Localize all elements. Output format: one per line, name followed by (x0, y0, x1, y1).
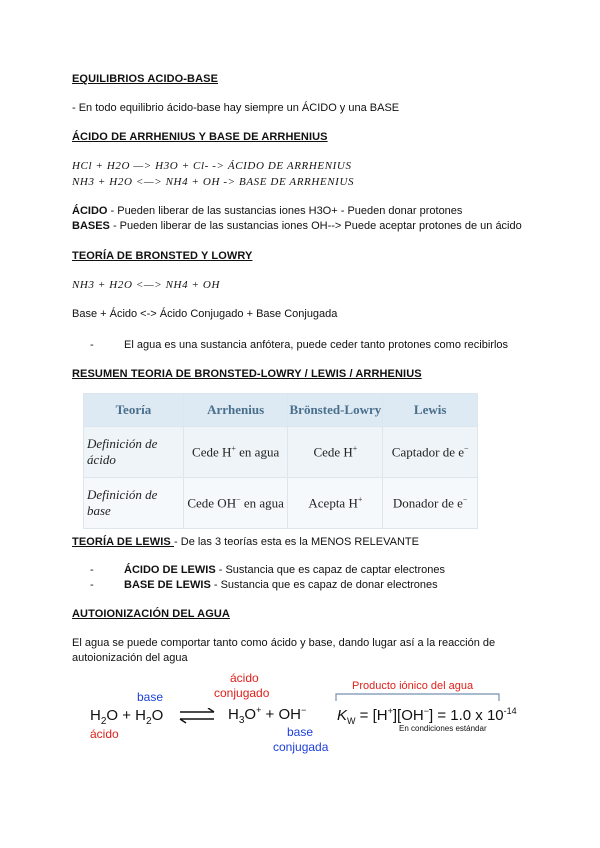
label-producto-ionico: Producto iónico del agua (352, 680, 474, 692)
cell-lewis-acido: Captador de e− (383, 427, 478, 478)
row-label-base: Definición de base (84, 478, 184, 529)
equation-hcl: HCl + H2O —> H3O + Cl- -> ÁCIDO DE ARRHENIUS (72, 160, 352, 172)
acido-def: - Pueden liberar de las sustancias iones H3O+ - Pueden donar protones (107, 205, 463, 217)
cell-arrhenius-acido: Cede H+ en agua (183, 427, 288, 478)
bullet-mark: - (90, 339, 94, 351)
label-acido-conjugado-1: ácido (230, 671, 259, 685)
intro-line: - En todo equilibrio ácido-base hay siempre un ÁCIDO y una BASE (72, 102, 400, 114)
acido-term: ÁCIDO (72, 205, 108, 217)
acido-definition (72, 205, 462, 217)
theories-table (83, 393, 478, 529)
label-acido-conjugado-2: conjugado (214, 686, 270, 700)
cell-bronsted-base: Acepta H+ (288, 478, 383, 529)
cell-arrhenius-base: Cede OH− en agua (183, 478, 288, 529)
list-item: - ÁCIDO DE LEWIS - Sustancia que es capaz de captar electrones (90, 564, 445, 576)
table-row (84, 427, 478, 478)
lewis-heading-line (72, 536, 419, 548)
kw-expression: $K_W = [H^+][OH^-] = 1.0$ x $10^{-14}$ (337, 706, 517, 726)
label-base-conjugada-1: base (287, 725, 314, 739)
header-lewis: Lewis (383, 394, 478, 427)
reactants: $H_2O + H_2O$ (90, 707, 164, 727)
cell-lewis-base: Donador de e− (383, 478, 478, 529)
bracket-icon (335, 688, 500, 702)
autoionizacion-line1: El agua se puede comportar tanto como ácido y base, dando lugar así a la reacción de (72, 637, 496, 649)
bases-term: BASES (72, 220, 110, 232)
label-base-conjugada-2: conjugada (273, 740, 329, 754)
header-arrhenius: Arrhenius (183, 394, 288, 427)
table-row (84, 478, 478, 529)
equilibrium-arrows-icon (178, 708, 216, 724)
row-label-acido: Definición de ácido (84, 427, 184, 478)
bases-definition (72, 220, 522, 232)
label-acido-bottom: ácido (90, 727, 119, 741)
title-lewis: TEORÍA DE LEWIS (72, 536, 175, 548)
conjugate-line: Base + Ácido <-> Ácido Conjugado + Base Conjugada (72, 308, 338, 320)
title-arrhenius: ÁCIDO DE ARRHENIUS Y BASE DE ARRHENIUS (72, 131, 328, 143)
equation-bronsted: NH3 + H2O <—> NH4 + OH (72, 279, 221, 291)
label-condiciones: En condiciones estándar (399, 724, 487, 733)
title-equilibrios: EQUILIBRIOS ACIDO-BASE (72, 73, 219, 85)
header-teoria: Teoría (84, 394, 184, 427)
bullet-anfotera (90, 339, 508, 351)
title-bronsted: TEORÍA DE BRONSTED Y LOWRY (72, 250, 253, 262)
list-item: - BASE DE LEWIS - Sustancia que es capaz de donar electrones (90, 579, 438, 591)
title-autoionizacion: AUTOIONIZACIÓN DEL AGUA (72, 608, 230, 620)
bullet-text: El agua es una sustancia anfótera, puede ceder tanto protones como recibirlos (124, 339, 509, 351)
cell-bronsted-acido: Cede H+ (288, 427, 383, 478)
header-bronsted: Brönsted-Lowry (288, 394, 383, 427)
label-base-top: base (137, 690, 164, 704)
title-resumen: RESUMEN TEORIA DE BRONSTED-LOWRY / LEWIS / ARRHENIUS (72, 368, 422, 380)
equation-nh3: NH3 + H2O <—> NH4 + OH -> BASE DE ARRHENIUS (72, 176, 355, 188)
autoionizacion-line2: autoionización del agua (72, 652, 188, 664)
products: $H_3O^+ + OH^-$ (228, 705, 307, 726)
table-header-row (84, 394, 478, 427)
lewis-note: - De las 3 teorías esta es la MENOS RELEVANTE (174, 536, 419, 548)
bases-def: - Pueden liberar de las sustancias iones OH--> Puede aceptar protones de un ácido (109, 220, 522, 232)
